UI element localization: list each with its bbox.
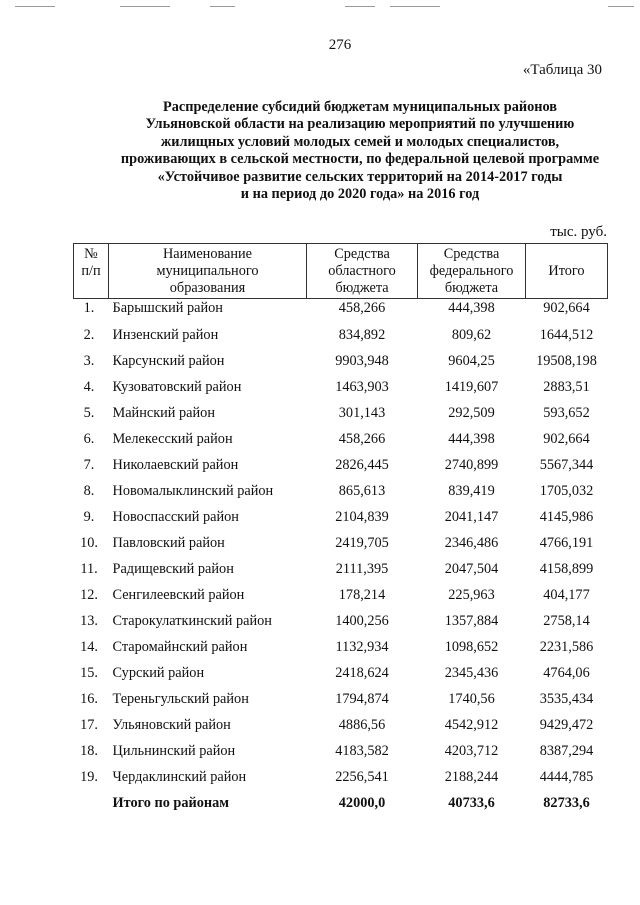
table-row	[74, 634, 608, 660]
regional-budget-value: 301,143	[338, 405, 386, 421]
federal-budget-value: 4203,712	[444, 743, 499, 759]
regional-budget-value: 4886,56	[338, 717, 386, 733]
district-name: Старокулаткинский район	[112, 613, 272, 629]
federal-budget-value: 809,62	[451, 327, 492, 343]
district-name: Карсунский район	[112, 353, 225, 369]
row-number: 7.	[83, 457, 95, 473]
table-row	[74, 400, 608, 426]
table-row	[74, 608, 608, 634]
title-line: жилищных условий молодых семей и молодых специалистов,	[160, 133, 560, 150]
table-row	[74, 452, 608, 478]
regional-budget-value: 2419,705	[335, 535, 389, 551]
row-number: 6.	[83, 431, 95, 447]
table-label: «Таблица 30	[522, 62, 602, 78]
total-district-name: Итого по районам	[112, 795, 230, 811]
total-value: 4764,06	[543, 665, 590, 681]
total-value: 1705,032	[539, 483, 594, 499]
federal-budget-value: 2188,244	[444, 769, 499, 785]
federal-budget-value: 1357,884	[444, 613, 499, 629]
federal-budget-value: 292,509	[448, 405, 495, 421]
district-name: Мелекесский район	[112, 431, 233, 447]
row-number: 1.	[83, 300, 95, 316]
header-name: Наименование муниципального образования	[109, 244, 307, 299]
regional-budget-value: 178,214	[338, 587, 386, 603]
title-line: Распределение субсидий бюджетам муниципальных районов	[162, 99, 557, 115]
row-number: 9.	[83, 509, 95, 525]
district-name: Майнский район	[112, 405, 215, 421]
federal-budget-value: 2740,899	[444, 457, 499, 473]
row-number: 3.	[83, 353, 95, 369]
total-value: 4766,191	[539, 535, 594, 551]
total-value: 1644,512	[539, 327, 594, 343]
district-name: Николаевский район	[112, 457, 239, 473]
district-name: Кузоватовский район	[112, 379, 242, 395]
regional-budget-value: 2104,839	[335, 509, 389, 525]
regional-budget-value: 2111,395	[335, 561, 389, 577]
district-name: Старомайнский район	[112, 639, 248, 655]
row-number: 10.	[80, 535, 98, 551]
regional-budget-value: 1463,903	[335, 379, 389, 395]
row-number: 15.	[80, 665, 98, 681]
federal-budget-value: 225,963	[448, 587, 495, 603]
total-value: 3535,434	[539, 691, 594, 707]
federal-budget-value: 2047,504	[444, 561, 499, 577]
district-name: Новомалыклинский район	[112, 483, 274, 499]
total-row	[74, 790, 608, 816]
regional-budget-value: 2826,445	[335, 457, 389, 473]
table-row	[74, 426, 608, 452]
federal-budget-value: 1098,652	[444, 639, 499, 655]
district-name: Павловский район	[112, 535, 225, 551]
title-line: и на период до 2020 года» на 2016 год	[240, 186, 480, 203]
table-body	[74, 299, 608, 817]
district-name: Барышский район	[112, 300, 223, 316]
district-name: Инзенский район	[112, 327, 219, 343]
scan-artifact	[608, 6, 634, 7]
units-label: тыс. руб.	[550, 224, 607, 240]
total-value: 404,177	[543, 587, 590, 603]
federal-budget-value: 9604,25	[448, 353, 495, 369]
scan-artifact	[345, 6, 375, 7]
total-value: 2231,586	[539, 639, 594, 655]
regional-budget-value: 4183,582	[335, 743, 389, 759]
total-total-value: 82733,6	[543, 795, 590, 811]
total-value: 4444,785	[539, 769, 594, 785]
federal-budget-value: 444,398	[448, 431, 495, 447]
table-row	[74, 374, 608, 400]
table-row	[74, 299, 608, 323]
total-value: 4158,899	[539, 561, 594, 577]
page-number: 276	[328, 37, 352, 53]
total-regional-budget-value: 42000,0	[338, 795, 386, 811]
document-title	[80, 99, 640, 203]
row-number: 17.	[80, 717, 98, 733]
scan-artifact	[120, 6, 170, 7]
regional-budget-value: 9903,948	[335, 353, 389, 369]
subsidy-table	[73, 243, 608, 816]
header-num: № п/п	[74, 244, 109, 299]
regional-budget-value: 458,266	[338, 300, 386, 316]
row-number: 2.	[83, 327, 95, 343]
regional-budget-value: 1794,874	[335, 691, 389, 707]
regional-budget-value: 834,892	[338, 327, 386, 343]
district-name: Ульяновский район	[112, 717, 231, 733]
table-row	[74, 686, 608, 712]
table-row	[74, 504, 608, 530]
regional-budget-value: 865,613	[338, 483, 386, 499]
total-value: 2883,51	[543, 379, 590, 395]
regional-budget-value: 1132,934	[335, 639, 389, 655]
table-header	[74, 244, 608, 299]
federal-budget-value: 444,398	[448, 300, 495, 316]
federal-budget-value: 1740,56	[448, 691, 495, 707]
total-value: 4145,986	[539, 509, 594, 525]
table-row	[74, 764, 608, 790]
header-federal-budget: Средства федерального бюджета	[418, 244, 526, 299]
federal-budget-value: 2041,147	[444, 509, 499, 525]
regional-budget-value: 2256,541	[335, 769, 389, 785]
federal-budget-value: 839,419	[448, 483, 495, 499]
total-value: 902,664	[543, 431, 590, 447]
title-line: проживающих в сельской местности, по федеральной целевой программе	[120, 151, 600, 168]
total-value: 5567,344	[539, 457, 594, 473]
row-number: 5.	[83, 405, 95, 421]
regional-budget-value: 458,266	[338, 431, 386, 447]
row-number: 14.	[80, 639, 98, 655]
district-name: Тереньгульский район	[112, 691, 249, 707]
row-number: 19.	[80, 769, 98, 785]
header-regional-budget: Средства областного бюджета	[307, 244, 418, 299]
total-value: 8387,294	[539, 743, 594, 759]
scan-artifact	[210, 6, 235, 7]
federal-budget-value: 1419,607	[444, 379, 499, 395]
table-row	[74, 530, 608, 556]
federal-budget-value: 2345,436	[444, 665, 499, 681]
table-row	[74, 556, 608, 582]
title-line: «Устойчивое развитие сельских территорий на 2014-2017 годы	[157, 168, 563, 185]
scan-artifact	[390, 6, 440, 7]
row-number: 18.	[80, 743, 98, 759]
title-line: Ульяновской области на реализацию мероприятий по улучшению	[145, 116, 575, 133]
table-row	[74, 738, 608, 764]
district-name: Радищевский район	[112, 561, 234, 577]
federal-budget-value: 2346,486	[444, 535, 499, 551]
row-number: 13.	[80, 613, 98, 629]
table-row	[74, 712, 608, 738]
total-value: 19508,198	[536, 353, 597, 369]
regional-budget-value: 1400,256	[335, 613, 389, 629]
total-value: 9429,472	[539, 717, 594, 733]
district-name: Новоспасский район	[112, 509, 239, 525]
district-name: Цильнинский район	[112, 743, 236, 759]
table-row	[74, 348, 608, 374]
regional-budget-value: 2418,624	[335, 665, 389, 681]
table-row	[74, 478, 608, 504]
row-number: 4.	[83, 379, 95, 395]
scan-artifact	[15, 6, 55, 7]
federal-budget-value: 4542,912	[444, 717, 499, 733]
total-value: 2758,14	[543, 613, 590, 629]
table-row	[74, 322, 608, 348]
total-row-number	[74, 790, 109, 816]
header-total: Итого	[526, 244, 608, 299]
table-row	[74, 660, 608, 686]
table-row	[74, 582, 608, 608]
total-federal-budget-value: 40733,6	[448, 795, 495, 811]
row-number: 12.	[80, 587, 98, 603]
district-name: Чердаклинский район	[112, 769, 247, 785]
district-name: Сенгилеевский район	[112, 587, 245, 603]
total-value: 593,652	[543, 405, 590, 421]
district-name: Сурский район	[112, 665, 205, 681]
row-number: 16.	[80, 691, 98, 707]
row-number: 11.	[80, 561, 98, 577]
row-number: 8.	[83, 483, 95, 499]
total-value: 902,664	[543, 300, 590, 316]
